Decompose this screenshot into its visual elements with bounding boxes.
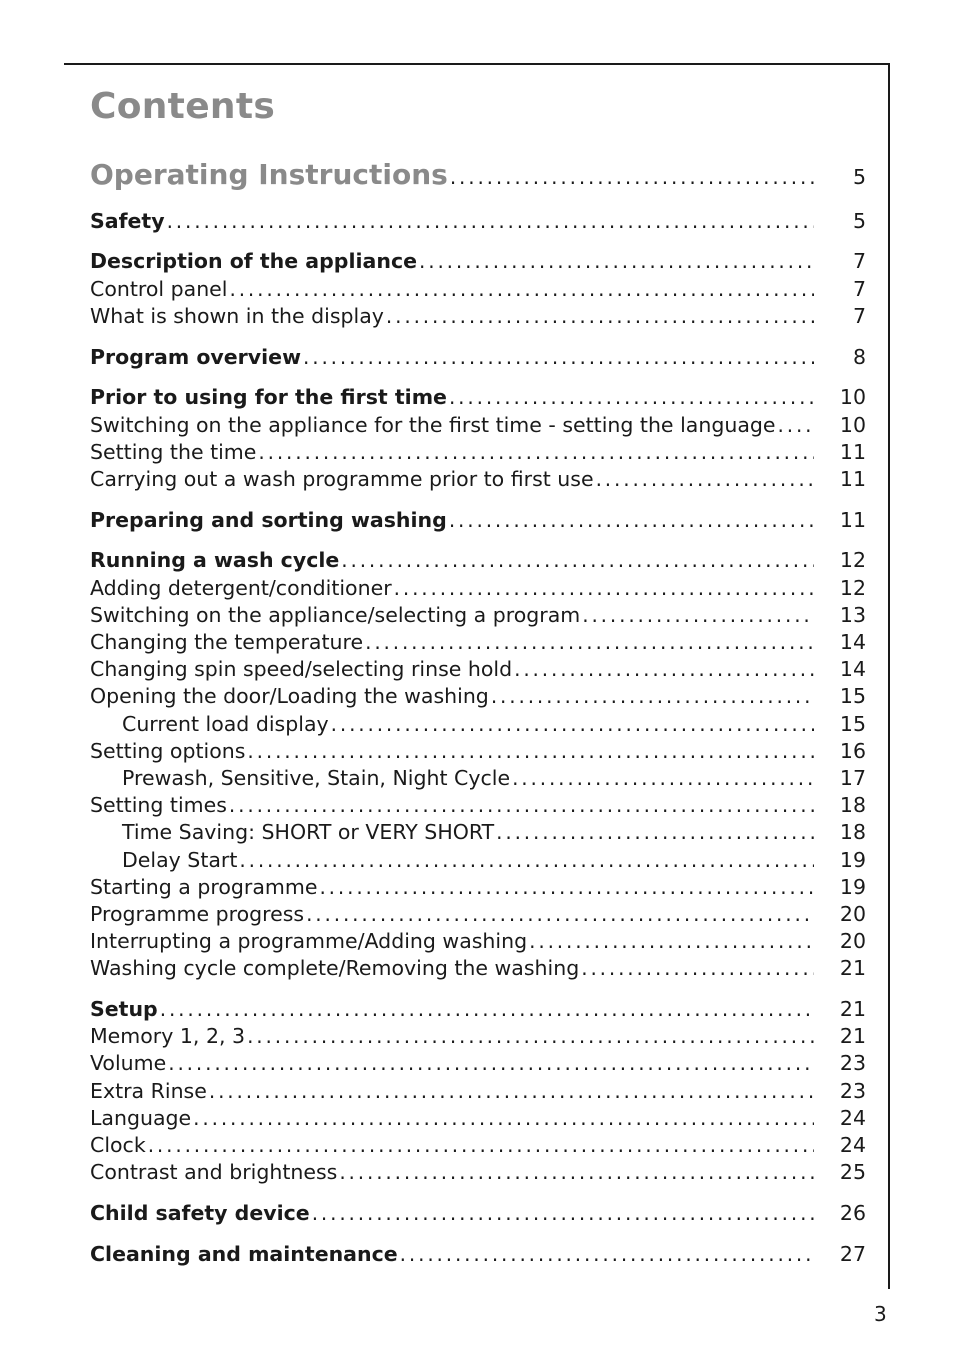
toc-entry	[90, 683, 866, 710]
toc-entry-page: 11	[839, 507, 866, 532]
dot-leader	[491, 683, 814, 710]
dot-leader	[239, 847, 814, 874]
toc-entry-page: 24	[839, 1105, 866, 1130]
dot-leader	[193, 1105, 814, 1132]
toc-entry	[90, 439, 866, 466]
toc-entry-page: 11	[839, 439, 866, 464]
toc-entry-title: Changing spin speed/selecting rinse hold	[90, 657, 513, 682]
table-of-contents	[90, 156, 866, 1268]
toc-entry	[90, 547, 866, 574]
toc-entry-page: 7	[852, 303, 866, 328]
toc-entry-title: Setting the time	[90, 439, 257, 464]
dot-leader	[394, 575, 814, 602]
toc-entry-page: 19	[839, 847, 866, 872]
toc-entry-title: Switching on the appliance for the first time - setting the language	[90, 412, 776, 437]
dot-leader	[386, 303, 814, 330]
dot-leader	[512, 765, 814, 792]
toc-entry-title: Preparing and sorting washing	[90, 507, 447, 532]
dot-leader	[496, 819, 814, 846]
toc-entry	[90, 1159, 866, 1186]
toc-entry	[90, 792, 866, 819]
toc-entry-title: Changing the temperature	[90, 630, 364, 654]
toc-entry	[90, 874, 866, 901]
toc-entry-page: 7	[852, 276, 866, 301]
toc-entry	[90, 955, 866, 982]
dot-leader	[229, 792, 814, 819]
toc-entry-page: 23	[839, 1051, 866, 1076]
toc-entry-page: 20	[839, 929, 866, 954]
toc-entry-title: Prewash, Sensitive, Stain, Night Cycle	[122, 765, 511, 790]
dot-leader	[247, 738, 814, 765]
dot-leader	[160, 996, 814, 1023]
toc-entry	[90, 303, 866, 330]
toc-entry	[90, 629, 866, 656]
dot-leader	[365, 629, 814, 656]
toc-entry	[90, 1241, 866, 1268]
dot-leader	[168, 1050, 814, 1077]
toc-entry-page: 25	[839, 1160, 866, 1185]
toc-entry	[90, 1050, 866, 1077]
toc-entry-page: 11	[839, 466, 866, 491]
toc-entry-title: Operating Instructions	[90, 158, 448, 191]
toc-entry-title: Setup	[90, 997, 158, 1022]
toc-entry	[90, 156, 866, 194]
toc-entry-page: 10	[839, 412, 866, 437]
toc-entry-page: 16	[839, 738, 866, 763]
toc-entry-title: Washing cycle complete/Removing the washing	[90, 956, 580, 981]
dot-leader	[148, 1132, 814, 1159]
toc-entry-page: 20	[839, 901, 866, 926]
toc-entry-title: Interrupting a programme/Adding washing	[90, 929, 528, 954]
toc-entry-page: 26	[839, 1200, 866, 1225]
dot-leader	[449, 507, 814, 534]
dot-leader	[167, 208, 814, 235]
dot-leader	[312, 1200, 814, 1227]
toc-entry-page: 18	[839, 820, 866, 845]
dot-leader	[306, 901, 814, 928]
toc-entry-title: Programme progress	[90, 901, 305, 926]
toc-entry-page: 15	[839, 711, 866, 736]
dot-leader	[450, 158, 814, 196]
toc-entry	[90, 711, 866, 738]
toc-entry	[90, 248, 866, 275]
toc-entry	[90, 276, 866, 303]
dot-leader	[581, 955, 814, 982]
toc-entry-title: Setting times	[90, 793, 227, 818]
dot-leader	[514, 656, 814, 683]
toc-entry-page: 8	[852, 344, 866, 369]
page-title: Contents	[90, 86, 276, 127]
toc-entry-title: Adding detergent/conditioner	[90, 575, 392, 600]
toc-entry-title: What is shown in the display	[90, 303, 384, 328]
toc-entry-title: Volume	[90, 1051, 167, 1076]
toc-entry-page: 12	[839, 548, 866, 573]
dot-leader	[230, 276, 815, 303]
toc-entry-page: 10	[839, 385, 866, 410]
toc-entry-title: Time Saving: SHORT or VERY SHORT	[122, 820, 495, 845]
toc-entry-title: Running a wash cycle	[90, 548, 340, 573]
toc-entry-page: 21	[839, 1024, 866, 1049]
toc-entry-page: 19	[839, 874, 866, 899]
dot-leader	[400, 1241, 814, 1268]
toc-entry-page: 14	[839, 630, 866, 654]
toc-entry-title: Setting options	[90, 738, 246, 763]
dot-leader	[303, 344, 814, 371]
toc-entry	[90, 1132, 866, 1159]
dot-leader	[331, 711, 814, 738]
toc-entry-page: 12	[839, 575, 866, 600]
toc-entry	[90, 412, 866, 439]
toc-entry-title: Switching on the appliance/selecting a program	[90, 602, 581, 627]
dot-leader	[582, 602, 814, 629]
page-number: 3	[874, 1302, 887, 1326]
dot-leader	[258, 439, 814, 466]
dot-leader	[247, 1023, 814, 1050]
toc-entry	[90, 656, 866, 683]
toc-entry-page: 15	[839, 684, 866, 709]
toc-entry	[90, 847, 866, 874]
toc-entry-title: Prior to using for the first time	[90, 385, 447, 410]
dot-leader	[341, 547, 814, 574]
dot-leader	[319, 874, 814, 901]
toc-entry	[90, 765, 866, 792]
dot-leader	[339, 1159, 814, 1186]
toc-entry-page: 7	[852, 249, 866, 274]
toc-entry-page: 17	[839, 765, 866, 790]
dot-leader	[209, 1078, 814, 1105]
dot-leader	[419, 248, 814, 275]
dot-leader	[449, 384, 814, 411]
toc-entry	[90, 602, 866, 629]
toc-entry-page: 24	[839, 1132, 866, 1157]
toc-entry	[90, 507, 866, 534]
toc-entry-title: Child safety device	[90, 1200, 310, 1225]
toc-entry	[90, 996, 866, 1023]
toc-entry-page: 23	[839, 1078, 866, 1103]
dot-leader	[529, 928, 814, 955]
toc-entry	[90, 738, 866, 765]
toc-entry-page: 18	[839, 793, 866, 818]
toc-entry	[90, 208, 866, 235]
toc-entry-title: Memory 1, 2, 3	[90, 1024, 246, 1049]
toc-entry-title: Starting a programme	[90, 874, 318, 899]
toc-entry-title: Control panel	[90, 276, 228, 301]
top-rule	[64, 63, 890, 65]
toc-entry-title: Program overview	[90, 344, 302, 369]
toc-entry	[90, 1200, 866, 1227]
toc-entry	[90, 344, 866, 371]
toc-entry	[90, 819, 866, 846]
toc-entry-page: 21	[839, 956, 866, 981]
toc-entry-title: Extra Rinse	[90, 1078, 207, 1103]
toc-entry	[90, 1078, 866, 1105]
toc-entry-page: 13	[839, 602, 866, 627]
toc-entry-title: Contrast and brightness	[90, 1160, 338, 1185]
toc-entry	[90, 1023, 866, 1050]
toc-entry-title: Delay Start	[122, 847, 238, 872]
toc-entry-page: 5	[852, 208, 866, 233]
dot-leader	[778, 412, 814, 439]
right-rule	[888, 63, 890, 1289]
toc-entry	[90, 901, 866, 928]
toc-entry	[90, 1105, 866, 1132]
toc-entry	[90, 466, 866, 493]
toc-entry	[90, 928, 866, 955]
toc-entry-title: Safety	[90, 208, 165, 233]
toc-entry-title: Carrying out a wash programme prior to first use	[90, 466, 594, 491]
toc-entry-title: Language	[90, 1105, 192, 1130]
toc-entry-title: Description of the appliance	[90, 249, 418, 274]
toc-entry	[90, 575, 866, 602]
toc-entry-title: Opening the door/Loading the washing	[90, 684, 489, 709]
toc-entry-page: 21	[839, 997, 866, 1022]
toc-entry-title: Clock	[90, 1132, 146, 1157]
toc-entry-page: 5	[852, 165, 866, 189]
toc-entry-title: Current load display	[122, 711, 329, 736]
toc-entry-page: 14	[839, 657, 866, 682]
dot-leader	[596, 466, 814, 493]
toc-entry	[90, 384, 866, 411]
toc-entry-page: 27	[839, 1241, 866, 1266]
toc-entry-title: Cleaning and maintenance	[90, 1241, 398, 1266]
